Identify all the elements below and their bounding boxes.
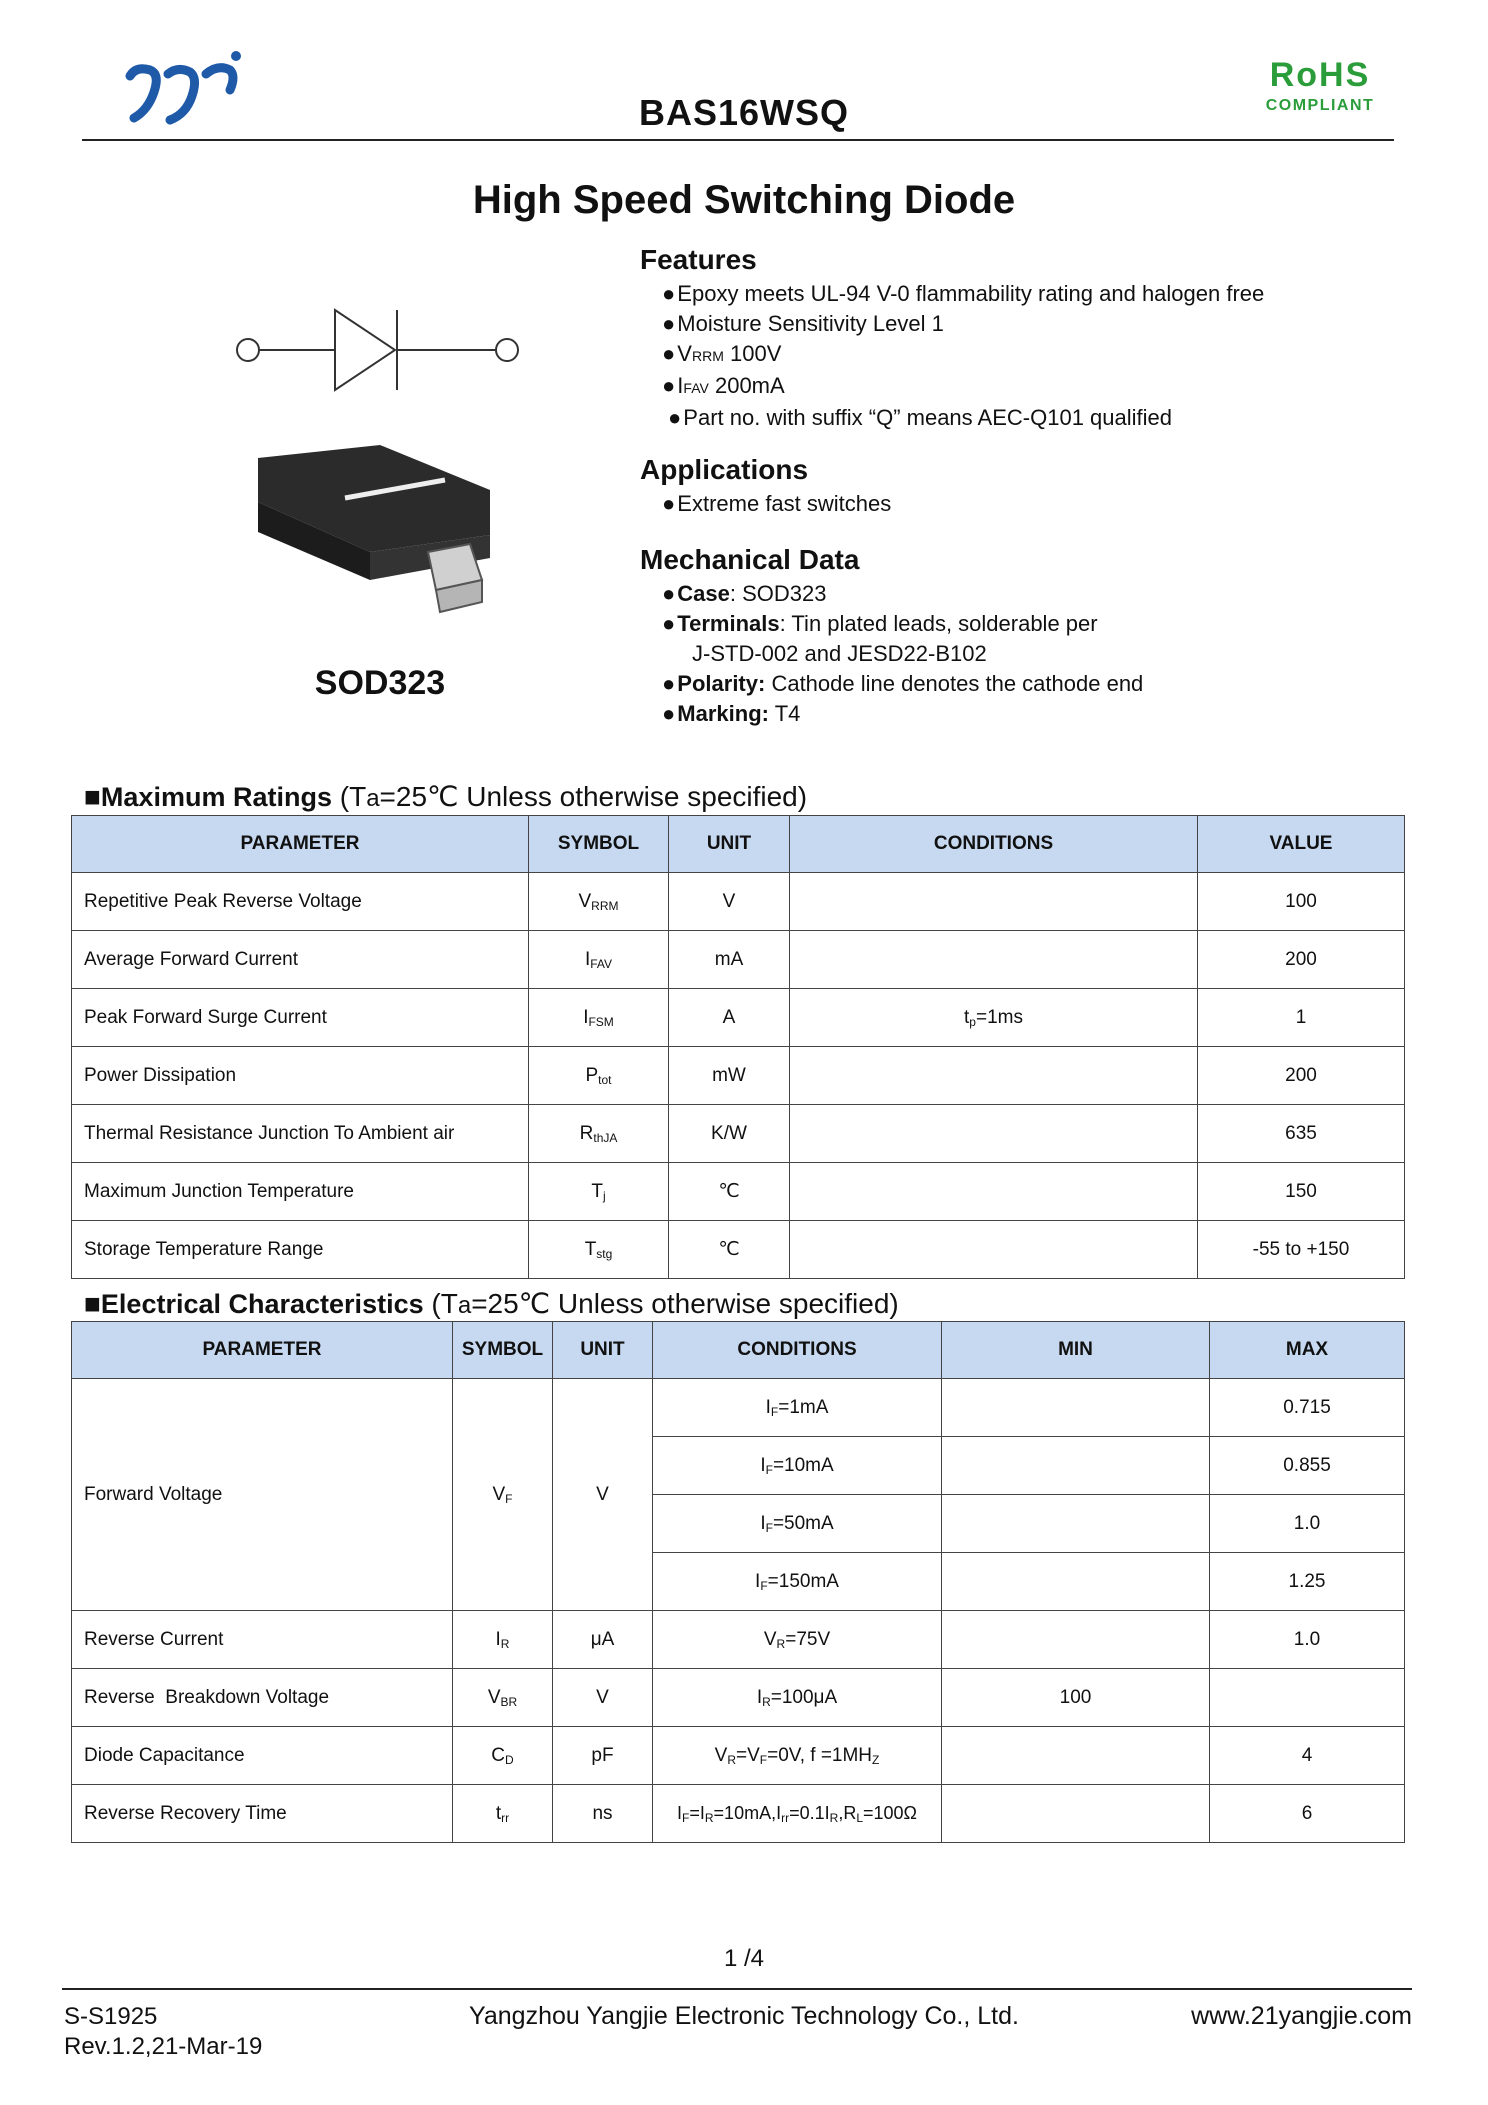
- bullet-icon: ●: [662, 581, 676, 606]
- rohs-text: RoHS: [1269, 56, 1371, 94]
- conditions-cell: $I_F=I_R=10mA,I_{rr}=0.1I_R,R_L=100\Omega$: [653, 1785, 942, 1843]
- max-cell: 1.0: [1210, 1611, 1405, 1669]
- part-number: BAS16WSQ: [638, 92, 850, 133]
- conditions-cell: $I_R=100\mu A$: [653, 1669, 942, 1727]
- max-cell: 0.855: [1210, 1437, 1405, 1495]
- header-divider: [82, 139, 1394, 141]
- col-header: MIN: [942, 1322, 1210, 1379]
- bullet-icon: ●: [662, 311, 676, 336]
- table-row: [72, 1785, 1405, 1843]
- min-cell: [942, 1785, 1210, 1843]
- symbol-cell: $I_R$: [453, 1611, 553, 1669]
- page-number: 1 /4: [723, 1945, 765, 1972]
- conditions-cell: [790, 1047, 1198, 1105]
- conditions-cell: $I_F=1mA$: [653, 1379, 942, 1437]
- conditions-cell: [790, 931, 1198, 989]
- applications-list: [662, 489, 891, 519]
- table-row: [72, 1163, 1405, 1221]
- table-row: [72, 1611, 1405, 1669]
- feature-item: ●VRRM 100V: [662, 341, 782, 366]
- feature-item: ●IFAV 200mA: [662, 373, 785, 398]
- value-cell: 100: [1198, 873, 1405, 931]
- symbol-cell: $V_{RRM}$: [529, 873, 669, 931]
- document-title: High Speed Switching Diode: [472, 178, 1016, 222]
- min-cell: [942, 1437, 1210, 1495]
- min-cell: [942, 1553, 1210, 1611]
- bullet-icon: ●: [662, 491, 676, 516]
- col-header: CONDITIONS: [790, 816, 1198, 873]
- unit-cell: pF: [553, 1727, 653, 1785]
- symbol-cell: $T_{stg}$: [529, 1221, 669, 1279]
- param-cell: Storage Temperature Range: [72, 1221, 529, 1279]
- symbol-cell: $I_{FSM}$: [529, 989, 669, 1047]
- unit-cell: V: [553, 1379, 653, 1611]
- param-cell: Maximum Junction Temperature: [72, 1163, 529, 1221]
- conditions-cell: $I_F=10mA$: [653, 1437, 942, 1495]
- rohs-compliant-text: COMPLIANT: [1265, 97, 1375, 114]
- square-bullet-icon: ■: [84, 1288, 101, 1319]
- table-row: [72, 1221, 1405, 1279]
- table-row: [72, 1727, 1405, 1785]
- features-heading: Features: [640, 244, 757, 275]
- bullet-icon: ●: [662, 341, 676, 366]
- revision: Rev.1.2,21-Mar-19: [64, 2033, 263, 2060]
- unit-cell: A: [669, 989, 790, 1047]
- bullet-icon: ●: [662, 701, 676, 726]
- unit-cell: V: [553, 1669, 653, 1727]
- conditions-cell: [790, 1221, 1198, 1279]
- diode-symbol-icon: [230, 305, 530, 395]
- param-cell: Reverse Breakdown Voltage: [72, 1669, 453, 1727]
- table-row: [72, 1669, 1405, 1727]
- symbol-cell: $V_{BR}$: [453, 1669, 553, 1727]
- mechanical-heading: Mechanical Data: [640, 544, 860, 575]
- max-cell: 0.715: [1210, 1379, 1405, 1437]
- col-header: MAX: [1210, 1322, 1405, 1379]
- value-cell: 150: [1198, 1163, 1405, 1221]
- value-cell: -55 to +150: [1198, 1221, 1405, 1279]
- feature-item: ●Moisture Sensitivity Level 1: [662, 311, 944, 336]
- bullet-icon: ●: [662, 611, 676, 636]
- max-cell: 6: [1210, 1785, 1405, 1843]
- sod323-package-image: [250, 440, 500, 620]
- bullet-icon: ●: [668, 405, 682, 430]
- max-ratings-title: ■Maximum Ratings (Ta=25℃ Unless otherwise specified): [84, 781, 808, 812]
- website-link[interactable]: www.21yangjie.com: [1191, 2002, 1412, 2030]
- min-cell: [942, 1495, 1210, 1553]
- min-cell: [942, 1727, 1210, 1785]
- unit-cell: μA: [553, 1611, 653, 1669]
- footer-divider: [62, 1988, 1412, 1990]
- unit-cell: V: [669, 873, 790, 931]
- max-cell: [1210, 1669, 1405, 1727]
- col-header: UNIT: [669, 816, 790, 873]
- col-header: SYMBOL: [529, 816, 669, 873]
- mechanical-item: ●Case: SOD323: [662, 581, 827, 606]
- symbol-cell: $R_{thJA}$: [529, 1105, 669, 1163]
- col-header: SYMBOL: [453, 1322, 553, 1379]
- unit-cell: mA: [669, 931, 790, 989]
- conditions-cell: $V_R=75V$: [653, 1611, 942, 1669]
- unit-cell: ℃: [669, 1221, 790, 1279]
- unit-cell: mW: [669, 1047, 790, 1105]
- applications-heading: Applications: [640, 454, 809, 485]
- col-header: PARAMETER: [72, 816, 529, 873]
- max-ratings-table: [71, 815, 1405, 1279]
- conditions-cell: [790, 1105, 1198, 1163]
- company-name: Yangzhou Yangjie Electronic Technology Co., Ltd.: [469, 2002, 1019, 2030]
- param-cell: Peak Forward Surge Current: [72, 989, 529, 1047]
- mechanical-item-continued: J-STD-002 and JESD22-B102: [692, 641, 987, 666]
- table-header-row: [72, 1322, 1405, 1379]
- mechanical-list: [662, 579, 1143, 729]
- mechanical-item: ●Polarity: Cathode line denotes the cathode end: [662, 671, 1144, 696]
- value-cell: 200: [1198, 931, 1405, 989]
- table-row: [72, 931, 1405, 989]
- param-cell: Reverse Recovery Time: [72, 1785, 453, 1843]
- min-cell: [942, 1379, 1210, 1437]
- param-cell: Reverse Current: [72, 1611, 453, 1669]
- max-cell: 1.0: [1210, 1495, 1405, 1553]
- unit-cell: ns: [553, 1785, 653, 1843]
- bullet-icon: ●: [662, 671, 676, 696]
- table-row: [72, 1105, 1405, 1163]
- max-cell: 4: [1210, 1727, 1405, 1785]
- conditions-cell: [790, 1163, 1198, 1221]
- feature-item: ●Part no. with suffix “Q” means AEC-Q101 qualified: [668, 405, 1173, 430]
- param-cell: Average Forward Current: [72, 931, 529, 989]
- symbol-cell: $P_{tot}$: [529, 1047, 669, 1105]
- conditions-cell: $V_R=V_F=0V$, $f =1MH_Z$: [653, 1727, 942, 1785]
- conditions-cell: $I_F=50mA$: [653, 1495, 942, 1553]
- conditions-cell: [790, 873, 1198, 931]
- conditions-cell: $I_F=150mA$: [653, 1553, 942, 1611]
- min-cell: [942, 1611, 1210, 1669]
- features-list: [662, 279, 1264, 433]
- unit-cell: K/W: [669, 1105, 790, 1163]
- table-row: [72, 1047, 1405, 1105]
- param-cell: Thermal Resistance Junction To Ambient air: [72, 1105, 529, 1163]
- unit-cell: ℃: [669, 1163, 790, 1221]
- col-header: PARAMETER: [72, 1322, 453, 1379]
- mechanical-item: ●Terminals: Tin plated leads, solderable per: [662, 611, 1098, 636]
- symbol-cell: $I_{FAV}$: [529, 931, 669, 989]
- symbol-cell: $T_j$: [529, 1163, 669, 1221]
- doc-number: S-S1925: [64, 2003, 158, 2030]
- rohs-badge: [1260, 56, 1380, 115]
- table-header-row: [72, 816, 1405, 873]
- feature-item: ●Epoxy meets UL-94 V-0 flammability rating and halogen free: [662, 281, 1265, 306]
- conditions-cell: $t_p=1ms$: [790, 989, 1198, 1047]
- electrical-title: ■Electrical Characteristics (Ta=25℃ Unless otherwise specified): [84, 1288, 899, 1319]
- symbol-cell: $V_F$: [453, 1379, 553, 1611]
- min-cell: 100: [942, 1669, 1210, 1727]
- value-cell: 200: [1198, 1047, 1405, 1105]
- bullet-icon: ●: [662, 281, 676, 306]
- package-label: SOD323: [314, 664, 446, 702]
- col-header: CONDITIONS: [653, 1322, 942, 1379]
- param-cell: Power Dissipation: [72, 1047, 529, 1105]
- bullet-icon: ●: [662, 373, 676, 398]
- symbol-cell: $t_{rr}$: [453, 1785, 553, 1843]
- value-cell: 1: [1198, 989, 1405, 1047]
- symbol-cell: $C_D$: [453, 1727, 553, 1785]
- col-header: UNIT: [553, 1322, 653, 1379]
- param-cell: Repetitive Peak Reverse Voltage: [72, 873, 529, 931]
- param-cell: Forward Voltage: [72, 1379, 453, 1611]
- param-cell: Diode Capacitance: [72, 1727, 453, 1785]
- mechanical-item: ●Marking: T4: [662, 701, 801, 726]
- table-row: [72, 873, 1405, 931]
- table-row: [72, 1379, 1405, 1437]
- max-cell: 1.25: [1210, 1553, 1405, 1611]
- value-cell: 635: [1198, 1105, 1405, 1163]
- electrical-table: [71, 1321, 1405, 1843]
- col-header: VALUE: [1198, 816, 1405, 873]
- square-bullet-icon: ■: [84, 781, 101, 812]
- application-item: ●Extreme fast switches: [662, 491, 892, 516]
- table-row: [72, 989, 1405, 1047]
